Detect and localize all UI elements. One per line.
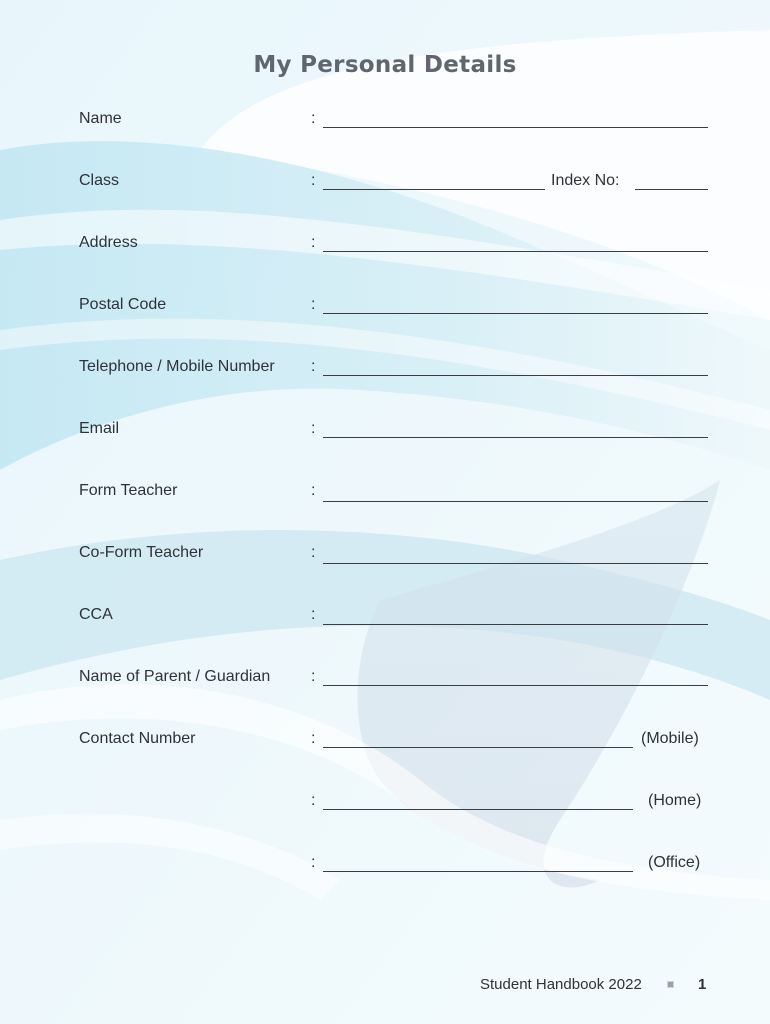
field-label: Co-Form Teacher bbox=[79, 544, 204, 561]
mobile-input-line[interactable] bbox=[323, 747, 633, 748]
field-row-co-form-teacher bbox=[0, 542, 770, 572]
field-label: Postal Code bbox=[79, 296, 167, 313]
field-row-postal-code bbox=[0, 294, 770, 324]
field-row-contact-home bbox=[0, 790, 770, 820]
co-form-teacher-input-line[interactable] bbox=[323, 563, 708, 564]
index-no-label: Index No: bbox=[551, 172, 620, 189]
footer-handbook-title: Student Handbook 2022 bbox=[480, 976, 642, 993]
page-footer bbox=[0, 976, 770, 996]
field-row-contact-office bbox=[0, 852, 770, 882]
field-colon: : bbox=[311, 606, 316, 623]
field-label: Form Teacher bbox=[79, 482, 178, 499]
field-row-address bbox=[0, 232, 770, 262]
field-row-cca bbox=[0, 604, 770, 634]
field-row-name bbox=[0, 108, 770, 138]
field-colon: : bbox=[311, 792, 316, 809]
field-row-form-teacher bbox=[0, 480, 770, 510]
field-row-contact-mobile bbox=[0, 728, 770, 758]
field-colon: : bbox=[311, 420, 316, 437]
name-input-line[interactable] bbox=[323, 127, 708, 128]
field-label: Name of Parent / Guardian bbox=[79, 668, 271, 685]
field-colon: : bbox=[311, 730, 316, 747]
square-bullet-icon bbox=[667, 981, 674, 988]
field-colon: : bbox=[311, 854, 316, 871]
field-colon: : bbox=[311, 234, 316, 251]
field-label: Telephone / Mobile Number bbox=[79, 358, 275, 375]
field-row-email bbox=[0, 418, 770, 448]
field-colon: : bbox=[311, 544, 316, 561]
mobile-suffix: (Mobile) bbox=[641, 730, 699, 747]
page-title: My Personal Details bbox=[253, 52, 517, 78]
field-row-parent-guardian bbox=[0, 666, 770, 696]
field-row-class bbox=[0, 170, 770, 200]
field-label: Email bbox=[79, 420, 120, 437]
field-colon: : bbox=[311, 296, 316, 313]
field-label: Contact Number bbox=[79, 730, 196, 747]
field-colon: : bbox=[311, 668, 316, 685]
office-suffix: (Office) bbox=[648, 854, 701, 871]
field-label: Name bbox=[79, 110, 122, 127]
cca-input-line[interactable] bbox=[323, 624, 708, 625]
index-no-input-line[interactable] bbox=[635, 189, 708, 190]
office-input-line[interactable] bbox=[323, 871, 633, 872]
field-label: Address bbox=[79, 234, 138, 251]
field-colon: : bbox=[311, 358, 316, 375]
home-input-line[interactable] bbox=[323, 809, 633, 810]
email-input-line[interactable] bbox=[323, 437, 708, 438]
parent-guardian-input-line[interactable] bbox=[323, 685, 708, 686]
field-colon: : bbox=[311, 172, 316, 189]
field-colon: : bbox=[311, 482, 316, 499]
class-input-line[interactable] bbox=[323, 189, 545, 190]
field-label: CCA bbox=[79, 606, 113, 623]
address-input-line[interactable] bbox=[323, 251, 708, 252]
page-number: 1 bbox=[698, 976, 707, 993]
field-row-telephone bbox=[0, 356, 770, 386]
home-suffix: (Home) bbox=[648, 792, 702, 809]
telephone-input-line[interactable] bbox=[323, 375, 708, 376]
postal-code-input-line[interactable] bbox=[323, 313, 708, 314]
field-label: Class bbox=[79, 172, 120, 189]
form-teacher-input-line[interactable] bbox=[323, 501, 708, 502]
field-colon: : bbox=[311, 110, 316, 127]
